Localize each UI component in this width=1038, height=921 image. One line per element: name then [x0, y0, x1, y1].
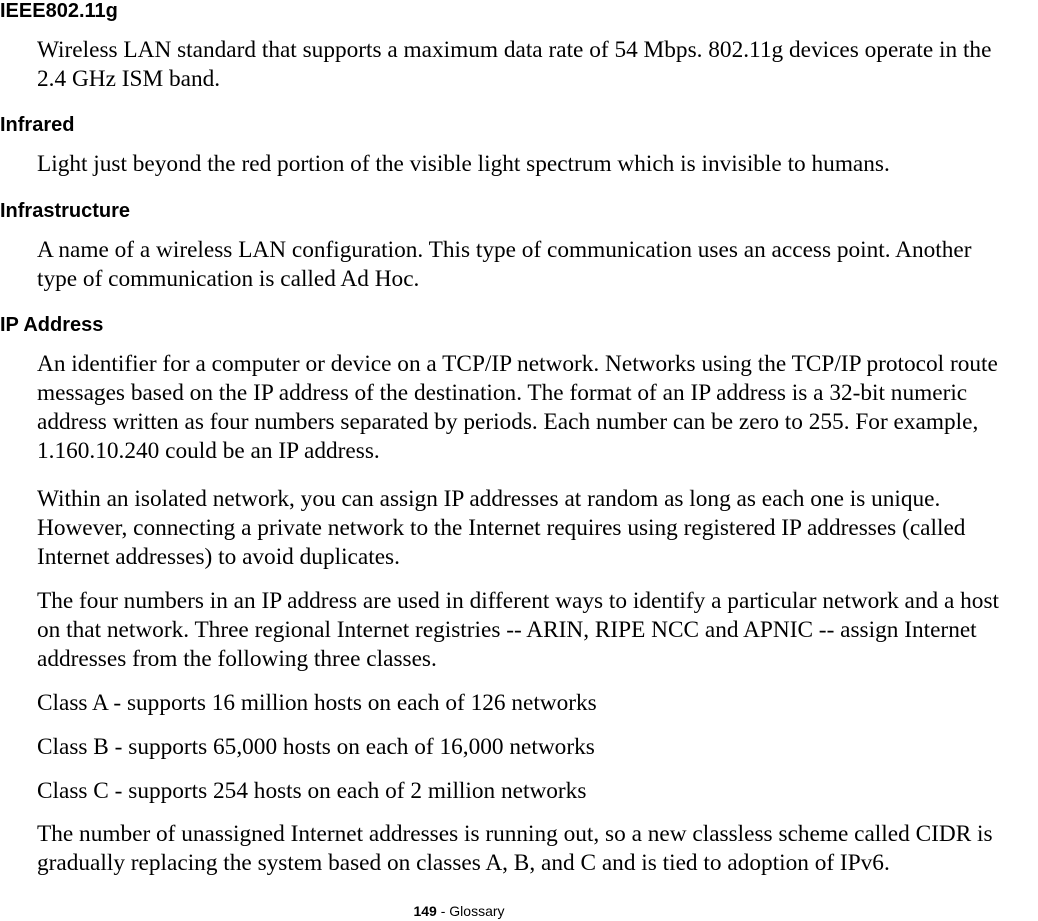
- glossary-definition-ip-address-paragraph: The number of unassigned Internet addresses is running out, so a new classless scheme called CIDR is gradually replacing the system based on classes A, B, and C and is tied to adoption of IPv6.: [37, 821, 993, 876]
- glossary-definition-infrastructure: A name of a wireless LAN configuration. This type of communication uses an access point. Another type of communication is called Ad Hoc.: [37, 237, 972, 292]
- glossary-definition-ip-address-paragraph: Within an isolated network, you can assign IP addresses at random as long as each one is unique. However, connecting a private network to the Internet requires using registered IP addresses (called Internet addresses) to avoid duplicates.: [37, 486, 966, 570]
- ip-class-c-line: Class C - supports 254 hosts on each of 2 million networks: [37, 778, 587, 804]
- glossary-term-ip-address: IP Address: [0, 314, 104, 336]
- footer-section-name: Glossary: [449, 903, 505, 919]
- footer-separator: -: [436, 903, 450, 919]
- page-footer: [0, 902, 1038, 920]
- ip-class-a-line: Class A - supports 16 million hosts on each of 126 networks: [37, 690, 597, 716]
- glossary-definition-ip-address-paragraph: The four numbers in an IP address are used in different ways to identify a particular network and a host on that network. Three regional Internet registries -- ARIN, RIPE NCC and APNIC -- assign Internet addresses from the following three classes.: [37, 588, 999, 672]
- glossary-term-ieee80211g: IEEE802.11g: [0, 0, 118, 22]
- glossary-term-infrared: Infrared: [0, 114, 75, 136]
- glossary-term-infrastructure: Infrastructure: [0, 200, 131, 222]
- page-number: 149: [413, 903, 437, 919]
- ip-class-b-line: Class B - supports 65,000 hosts on each of 16,000 networks: [37, 734, 595, 760]
- glossary-definition-infrared: Light just beyond the red portion of the visible light spectrum which is invisible to humans.: [37, 151, 890, 177]
- glossary-definition-ip-address-paragraph: An identifier for a computer or device on a TCP/IP network. Networks using the TCP/IP protocol route messages based on the IP address of the destination. The format of an IP address is a 32-bit numeric address written as four numbers separated by periods. Each number can be zero to 255. For example, 1.160.10.240 could be an IP address.: [37, 351, 998, 464]
- glossary-definition-ieee80211g: Wireless LAN standard that supports a maximum data rate of 54 Mbps. 802.11g devices operate in the 2.4 GHz ISM band.: [37, 37, 992, 92]
